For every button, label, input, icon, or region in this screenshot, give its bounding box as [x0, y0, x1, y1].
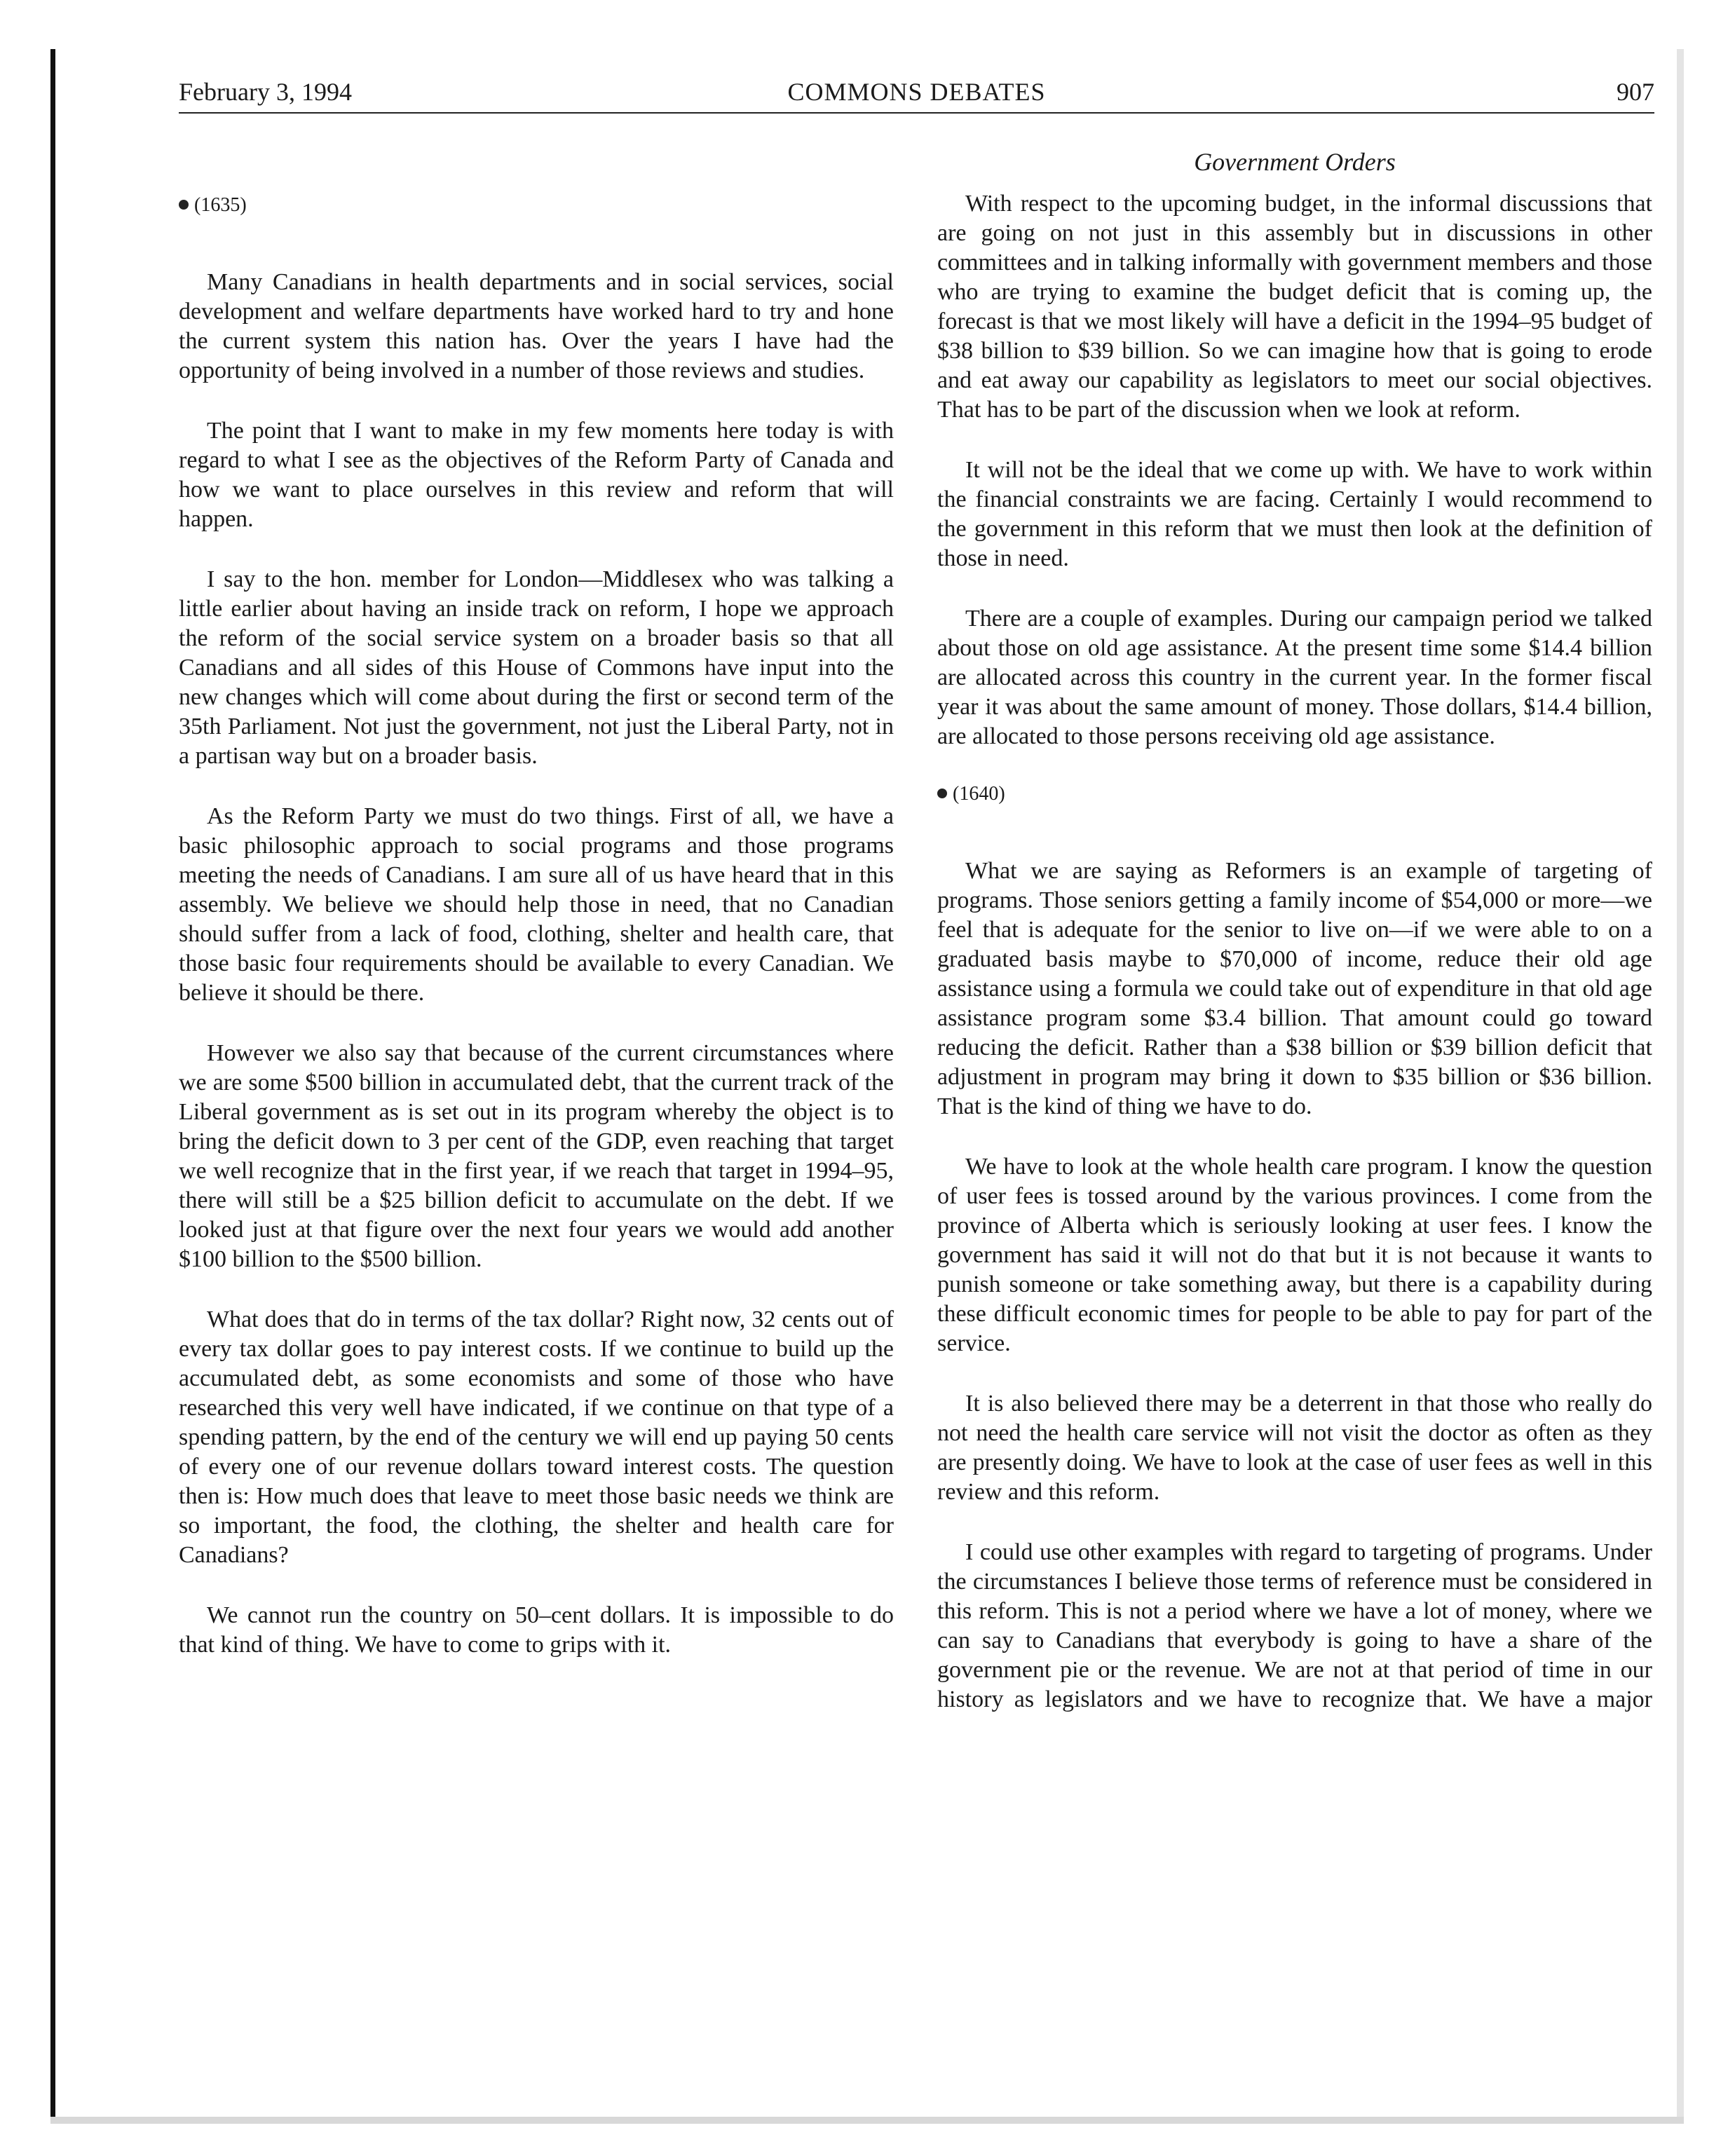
- paragraph: We have to look at the whole health care program. I know the question of user fees is tossed around by the various provinces. I come from the province of Alberta which is seriously looking at user fees. I know the government has said it will not do that but it is not because it wants to punish someone or take something away, but there is a capability during these difficult economic times for people to be able to pay for part of the service.: [937, 1154, 1652, 1356]
- paragraph: It will not be the ideal that we come up with. We have to work within the financial constraints we are facing. Certainly I would recommend to the government in this reform that we must then look at the definition of those in need.: [937, 457, 1652, 571]
- paragraph: With respect to the upcoming budget, in the informal discussions that are going on not just in this assembly but in discussions in other committees and in talking informally with government members and those who are trying to examine the budget deficit that is coming up, the forecast is that we most likely will have a deficit in the 1994–95 budget of $38 billion to $39 billion. So we can imagine how that is going to erode and eat away our capability as legislators to meet our social objectives. That has to be part of the discussion when we look at reform.: [937, 191, 1652, 423]
- time-marker: [179, 193, 894, 217]
- paragraph: What does that do in terms of the tax dollar? Right now, 32 cents out of every tax dollar goes to pay interest costs. If we continue to build up the accumulated debt, as some economists and some of those who have researched this very well have indicated, if we continue on that type of a spending pattern, by the end of the century we will end up paying 50 cents of every one of our revenue dollars toward interest costs. The question then is: How much does that leave to meet those basic needs we think are so important, the food, the clothing, the shelter and health care for Canadians?: [179, 1306, 894, 1568]
- paragraph: It is also believed there may be a deterrent in that those who really do not need the health care service will not visit the doctor as often as they are presently doing. We have to look at the case of user fees as well in this review and this reform.: [937, 1391, 1652, 1505]
- header-page-number: 907: [1617, 78, 1654, 106]
- paragraph: As the Reform Party we must do two things. First of all, we have a basic philosophic approach to social programs and those programs meeting the needs of Canadians. I am sure all of us have heard that in this assembly. We believe we should help those in need, that no Canadian should suffer from a lack of food, clothing, shelter and health care, that those basic four requirements should be available to every Canadian. We believe it should be there.: [179, 803, 894, 1006]
- time-marker: [937, 782, 1652, 806]
- paragraph: I say to the hon. member for London—Middlesex who was talking a little earlier about having an inside track on reform, I hope we approach the reform of the social service system on a broader basis so that all Canadians and all sides of this House of Commons have input into the new changes which will come about during the first or second term of the 35th Parliament. Not just the government, not just the Liberal Party, not in a partisan way but on a broader basis.: [179, 566, 894, 769]
- section-heading: Government Orders: [1194, 148, 1396, 176]
- paragraph: I could use other examples with regard to targeting of programs. Under the circumstances I believe those terms of reference must be considered in this reform. This is not a period where we have a lot of money, where we can say to Canadians that everybody is going to have a share of the government pie or the revenue. We are not at that period of time in our history as legislators and we have to recognize that. We have a major: [937, 1539, 1652, 1712]
- paragraph: What we are saying as Reformers is an example of targeting of programs. Those seniors getting a family income of $54,000 or more—we feel that is adequate for the senior to live on—if we were able to on a graduated basis maybe to $70,000 of income, reduce their old age assistance using a formula we could take out of expenditure in that old age assistance program some $3.4 billion. That amount could go toward reducing the deficit. Rather than a $38 billion or $39 billion deficit that adjustment in program may bring it down to $35 billion or $36 billion. That is the kind of thing we have to do.: [937, 858, 1652, 1119]
- right-column: [937, 147, 1652, 1714]
- header-date: February 3, 1994: [179, 78, 352, 106]
- bullet-icon: [179, 200, 189, 210]
- time-marker-label: (1640): [953, 783, 1005, 805]
- paragraph: We cannot run the country on 50–cent dollars. It is impossible to do that kind of thing. We have to come to grips with it.: [179, 1602, 894, 1658]
- bullet-icon: [937, 789, 947, 798]
- scan-border-right: [1677, 49, 1684, 2124]
- header-publication-title: COMMONS DEBATES: [787, 78, 1046, 106]
- paragraph: Many Canadians in health departments and in social services, social development and welfare departments have worked hard to try and hone the current system this nation has. Over the years I have had the opportunity of being involved in a number of those reviews and studies.: [179, 269, 894, 383]
- left-column: [179, 147, 894, 1660]
- scan-border-bottom: [50, 2117, 1684, 2124]
- running-header: [179, 70, 1654, 114]
- time-marker-label: (1635): [194, 194, 247, 216]
- paragraph: The point that I want to make in my few moments here today is with regard to what I see as the objectives of the Reform Party of Canada and how we want to place ourselves in this review and reform that will happen.: [179, 418, 894, 532]
- hansard-page: [179, 70, 1654, 1712]
- scan-border-left: [50, 49, 55, 2124]
- paragraph: However we also say that because of the current circumstances where we are some $500 billion in accumulated debt, that the current track of the Liberal government as is set out in its program whereby the object is to bring the deficit down to 3 per cent of the GDP, even reaching that target we well recognize that in the first year, if we reach that target in 1994–95, there will still be a $25 billion deficit to accumulate on the debt. If we looked just at that figure over the next four years we would add another $100 billion to the $500 billion.: [179, 1040, 894, 1272]
- paragraph: There are a couple of examples. During our campaign period we talked about those on old age assistance. At the present time some $14.4 billion are allocated across this country in the current year. In the former fiscal year it was about the same amount of money. Those dollars, $14.4 billion, are allocated to those persons receiving old age assistance.: [937, 606, 1652, 749]
